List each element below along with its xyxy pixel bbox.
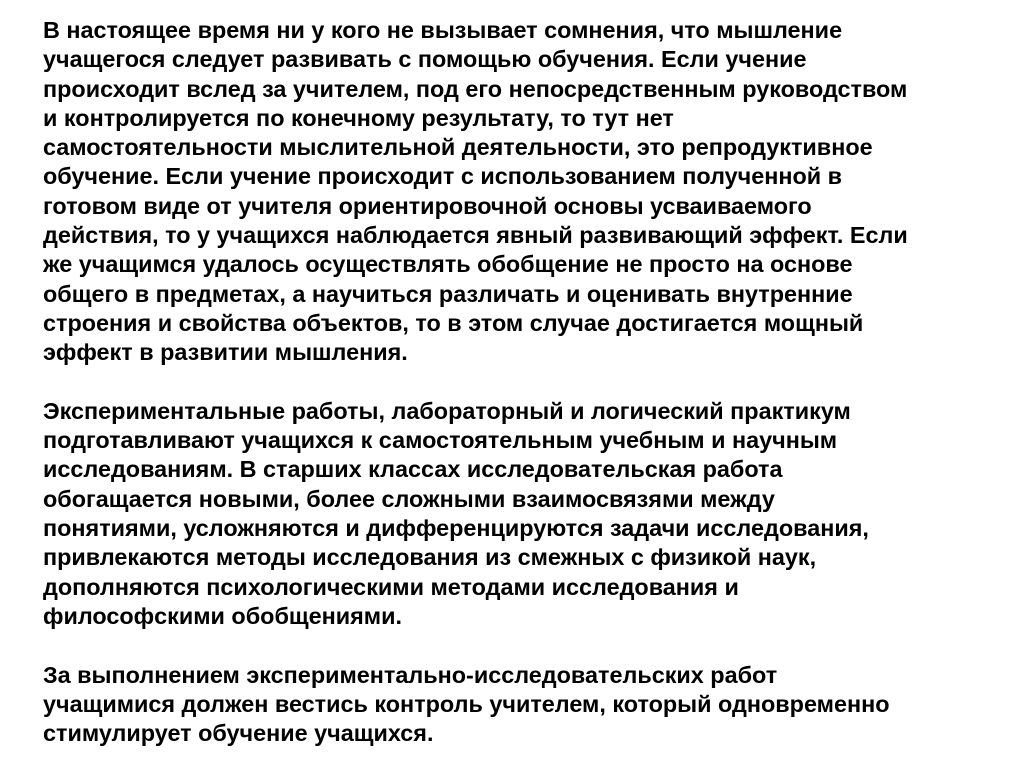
text-line: стимулирует обучение учащихся. xyxy=(43,720,434,747)
text-line: обогащается новыми, более сложными взаимосвязями между xyxy=(43,485,775,512)
text-line: учащегося следует развивать с помощью обучения. Если учение xyxy=(43,46,807,73)
text-line: дополняются психологическими методами исследования и xyxy=(43,573,739,600)
text-line: исследованиям. В старших классах исследовательская работа xyxy=(43,456,783,483)
text-line: же учащимся удалось осуществлять обобщение не просто на основе xyxy=(43,251,853,278)
paragraph-spacer xyxy=(43,368,1018,397)
text-line: самостоятельности мыслительной деятельности, это репродуктивное xyxy=(43,134,873,161)
text-line: действия, то у учащихся наблюдается явный развивающий эффект. Если xyxy=(43,222,908,249)
text-line: понятиями, усложняются и дифференцируются задачи исследования, xyxy=(43,515,869,542)
text-body xyxy=(43,16,1018,748)
text-line: В настоящее время ни у кого не вызывает сомнения, что мышление xyxy=(43,17,843,43)
text-line: готовом виде от учителя ориентировочной основы усваиваемого xyxy=(43,192,812,219)
text-line: строения и свойства объектов, то в этом случае достигается мощный xyxy=(43,309,864,336)
text-line: происходит вслед за учителем, под его непосредственным руководством xyxy=(43,75,908,102)
text-line: За выполнением экспериментально-исследовательских работ xyxy=(43,661,778,688)
paragraph-2 xyxy=(43,397,1018,631)
text-line: подготавливают учащихся к самостоятельным учебным и научным xyxy=(43,427,838,454)
paragraph-spacer xyxy=(43,631,1018,660)
text-line: привлекаются методы исследования из смежных с физикой наук, xyxy=(43,544,817,571)
text-line: эффект в развитии мышления. xyxy=(43,339,408,366)
paragraph-3 xyxy=(43,661,1018,749)
text-line: общего в предметах, а научиться различать и оценивать внутренние xyxy=(43,280,853,307)
text-line: и контролируется по конечному результату, то тут нет xyxy=(43,104,674,131)
text-line: учащимися должен вестись контроль учителем, который одновременно xyxy=(43,690,890,717)
paragraph-1 xyxy=(43,16,1018,368)
text-line: философскими обобщениями. xyxy=(43,602,402,629)
text-line: Экспериментальные работы, лабораторный и логический практикум xyxy=(43,397,851,424)
text-line: обучение. Если учение происходит с использованием полученной в xyxy=(43,163,843,190)
